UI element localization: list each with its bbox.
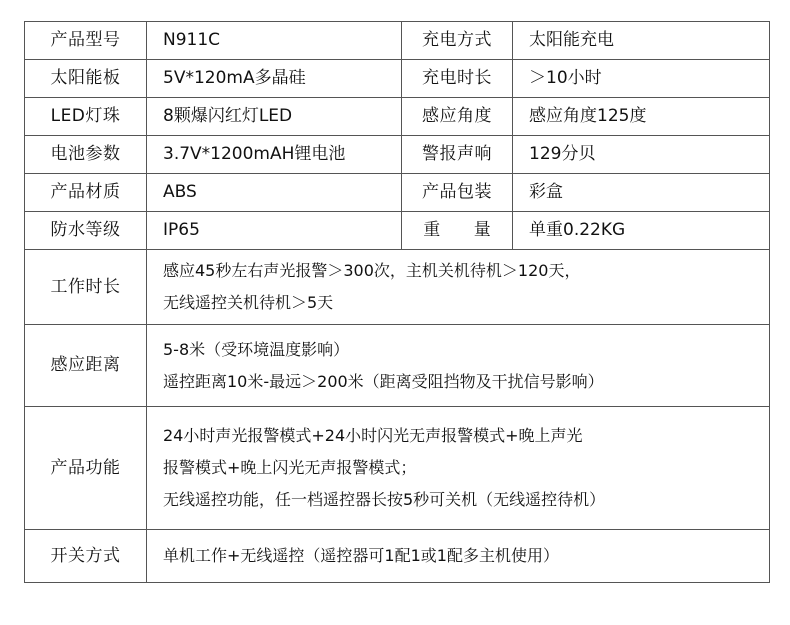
value-waterproof: IP65 — [147, 212, 402, 250]
label-model: 产品型号 — [25, 22, 147, 60]
table-row — [25, 212, 770, 250]
label-work-time: 工作时长 — [25, 250, 147, 325]
value-model: N911C — [147, 22, 402, 60]
label-sensing-distance: 感应距离 — [25, 325, 147, 407]
value-work-time — [147, 250, 770, 325]
value-charging-time: ＞10小时 — [513, 60, 770, 98]
label-functions: 产品功能 — [25, 407, 147, 530]
label-waterproof: 防水等级 — [25, 212, 147, 250]
value-led: 8颗爆闪红灯LED — [147, 98, 402, 136]
table-row — [25, 98, 770, 136]
functions-line: 24小时声光报警模式+24小时闪光无声报警模式+晚上声光 — [163, 426, 583, 445]
label-packaging: 产品包装 — [402, 174, 513, 212]
table-row — [25, 22, 770, 60]
label-led: LED灯珠 — [25, 98, 147, 136]
label-charging-time: 充电时长 — [402, 60, 513, 98]
value-charging-method: 太阳能充电 — [513, 22, 770, 60]
value-material: ABS — [147, 174, 402, 212]
value-sensing-distance — [147, 325, 770, 407]
table-row — [25, 530, 770, 583]
label-solar-panel: 太阳能板 — [25, 60, 147, 98]
value-solar-panel: 5V*120mA多晶硅 — [147, 60, 402, 98]
value-functions — [147, 407, 770, 530]
spec-table — [24, 21, 770, 583]
sensing-distance-line: 遥控距离10米-最远＞200米（距离受阻挡物及干扰信号影响） — [163, 371, 604, 391]
value-alarm-sound: 129分贝 — [513, 136, 770, 174]
switch-mode-line: 单机工作+无线遥控（遥控器可1配1或1配多主机使用） — [163, 546, 559, 565]
table-row — [25, 136, 770, 174]
work-time-line: 无线遥控关机待机＞5天 — [163, 293, 334, 312]
label-sensing-angle: 感应角度 — [402, 98, 513, 136]
label-charging-method: 充电方式 — [402, 22, 513, 60]
label-battery: 电池参数 — [25, 136, 147, 174]
label-material: 产品材质 — [25, 174, 147, 212]
table-row — [25, 60, 770, 98]
work-time-line: 感应45秒左右声光报警＞300次，主机关机待机＞120天， — [163, 261, 581, 280]
label-alarm-sound: 警报声响 — [402, 136, 513, 174]
label-weight: 重 量 — [402, 212, 513, 250]
value-sensing-angle: 感应角度125度 — [513, 98, 770, 136]
value-packaging: 彩盒 — [513, 174, 770, 212]
value-battery: 3.7V*1200mAH锂电池 — [147, 136, 402, 174]
table-row — [25, 325, 770, 407]
functions-line: 报警模式+晚上闪光无声报警模式； — [163, 458, 417, 477]
value-switch-mode — [147, 530, 770, 583]
table-row — [25, 250, 770, 325]
sensing-distance-line: 5-8米（受环境温度影响） — [163, 339, 350, 359]
label-switch-mode: 开关方式 — [25, 530, 147, 583]
value-weight: 单重0.22KG — [513, 212, 770, 250]
table-row — [25, 407, 770, 530]
functions-line: 无线遥控功能，任一档遥控器长按5秒可关机（无线遥控待机） — [163, 490, 606, 509]
table-row — [25, 174, 770, 212]
